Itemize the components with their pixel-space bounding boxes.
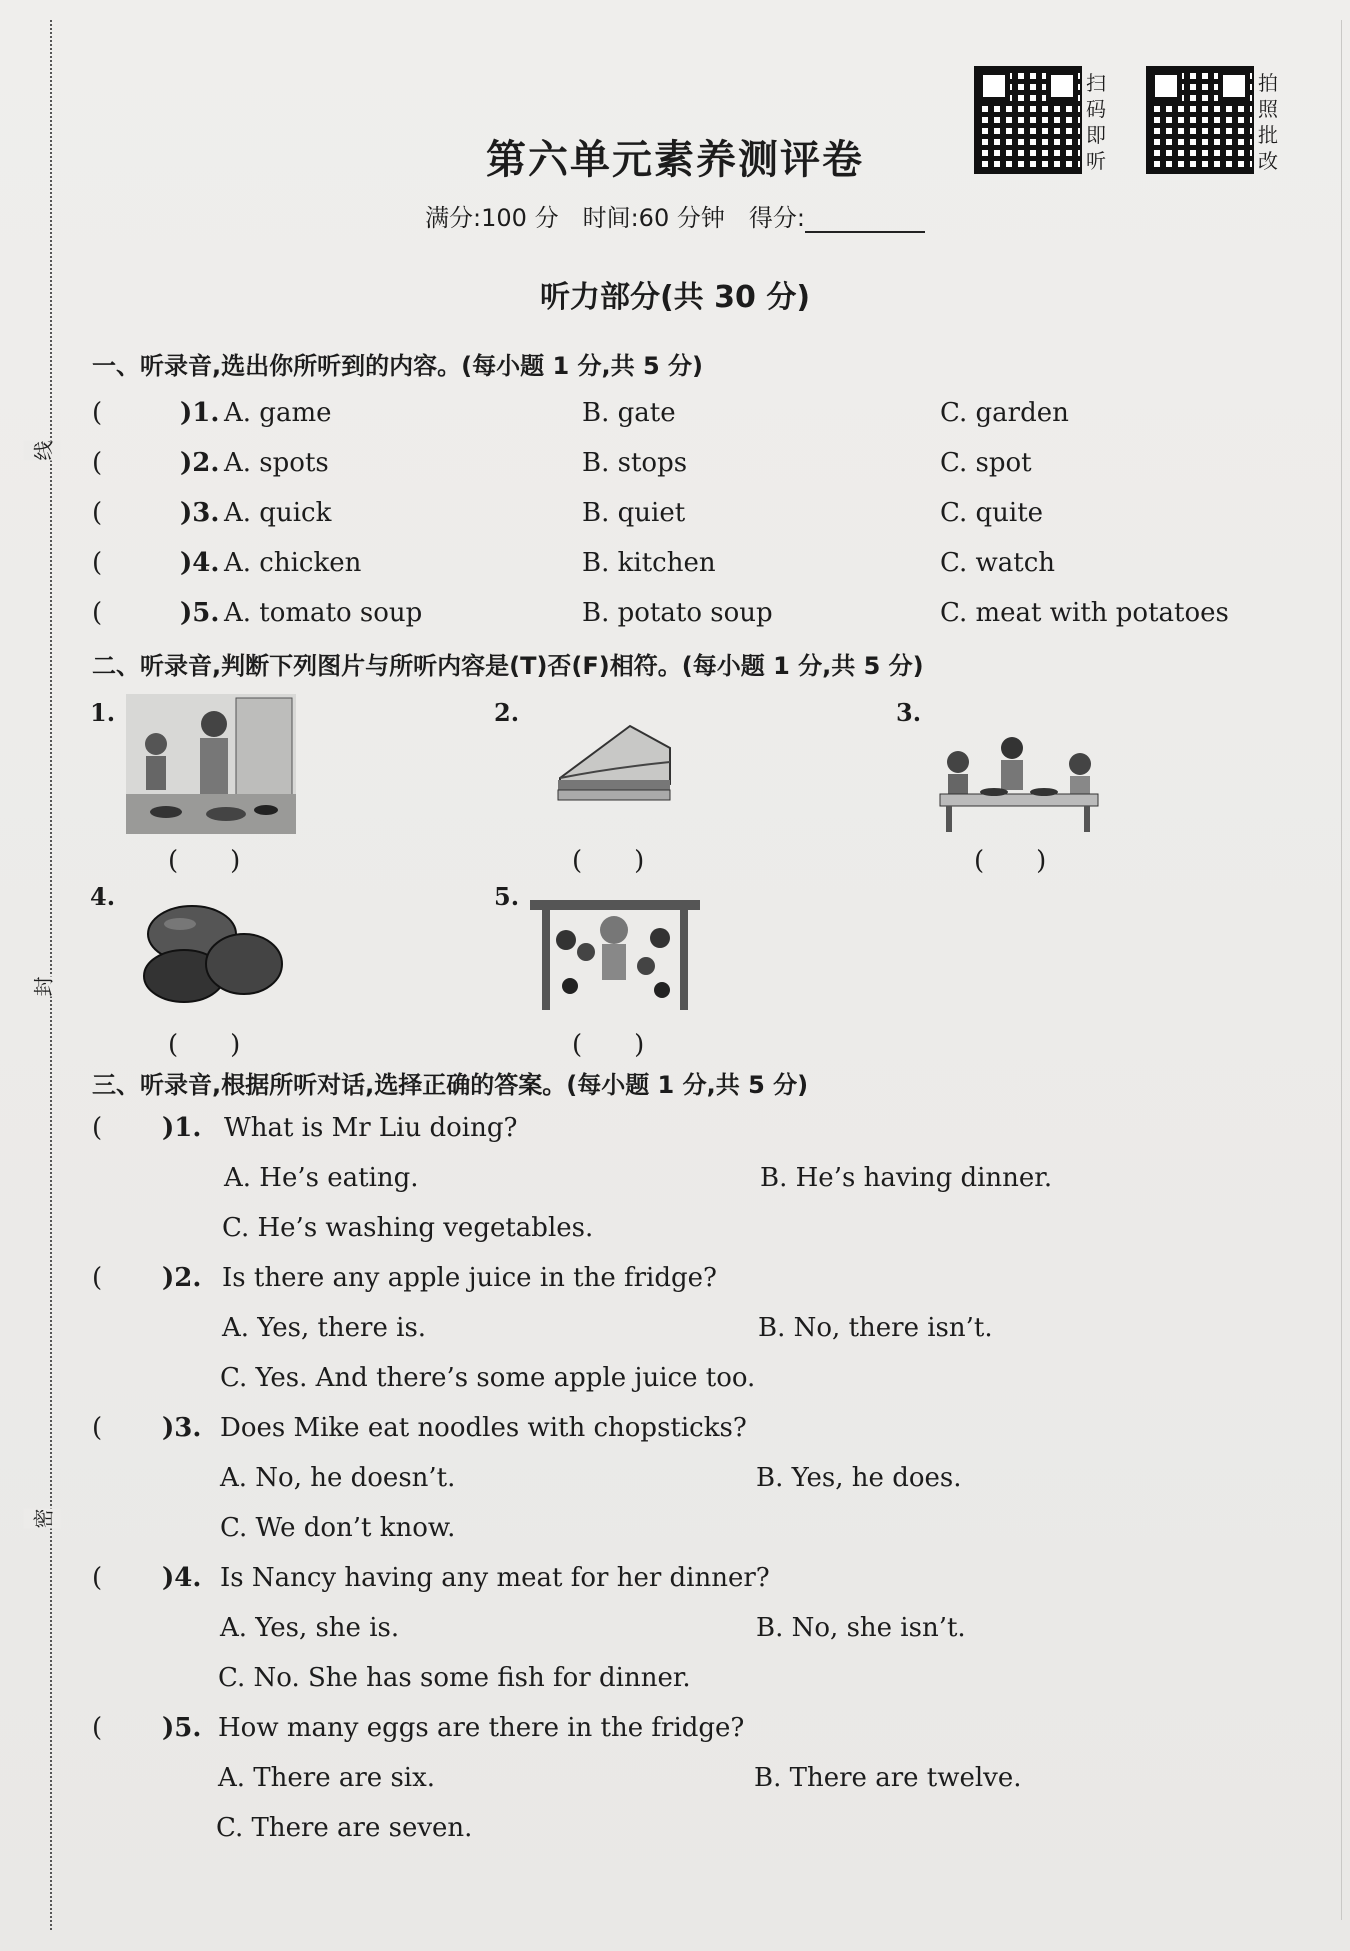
qr-label-char: 即 [1086,123,1106,147]
option-a: A. spots [224,448,329,478]
part3-heading: 三、听录音,根据所听对话,选择正确的答案。(每小题 1 分,共 5 分) [92,1071,809,1099]
answer-paren[interactable]: ( ) [974,846,1047,876]
option-b: B. No, there isn’t. [758,1313,993,1343]
answer-paren[interactable]: ( [92,1413,103,1443]
option-b: B. No, she isn’t. [756,1613,966,1643]
part3-question [92,1260,717,1296]
question-number: )5. [180,598,220,628]
part1-row [92,495,1044,531]
binding-char-xian: 线 [24,441,61,461]
qr-label-char: 改 [1258,149,1278,173]
answer-paren[interactable]: ( [92,1563,103,1593]
qr-label-char: 拍 [1258,71,1278,95]
part1-heading: 一、听录音,选出你所听到的内容。(每小题 1 分,共 5 分) [92,352,703,380]
question-number: )3. [180,498,220,528]
answer-paren[interactable]: ( [92,548,103,578]
option-c: C. He’s washing vegetables. [222,1213,594,1243]
part3-question [92,1560,770,1596]
question-number: )2. [180,448,220,478]
answer-paren[interactable]: ( [92,1713,103,1743]
question-text: Is Nancy having any meat for her dinner? [220,1563,770,1593]
part1-row [92,395,1069,431]
picture-number: 3. [896,698,922,727]
page-title: 第六单元素养测评卷 [486,136,864,183]
option-b: B. kitchen [582,548,716,578]
part3-question [92,1110,518,1146]
answer-paren[interactable]: ( ) [168,1030,241,1060]
option-b: B. potato soup [582,598,773,628]
answer-paren[interactable]: ( [92,448,103,478]
qr-label-char: 码 [1086,97,1106,121]
part1-row [92,445,1032,481]
question-number: )1. [162,1113,202,1143]
family-dinner-picture [934,734,1104,834]
grape-trellis-picture [530,890,700,1010]
question-number: )5. [162,1713,202,1743]
answer-paren[interactable]: ( [92,1263,103,1293]
picture-number: 4. [90,882,116,911]
option-a: A. quick [224,498,332,528]
answer-paren[interactable]: ( [92,1113,103,1143]
option-c: C. spot [940,448,1032,478]
option-a: A. Yes, she is. [220,1613,400,1643]
section-title: 听力部分(共 30 分) [539,280,811,315]
kitchen-scene-picture [126,694,296,834]
part2-heading: 二、听录音,判断下列图片与所听内容是(T)否(F)相符。(每小题 1 分,共 5 分) [92,652,924,680]
option-c: C. garden [940,398,1069,428]
answer-paren[interactable]: ( ) [168,846,241,876]
score-meta [0,198,1350,233]
picture-number: 2. [494,698,520,727]
option-c: C. There are seven. [216,1813,473,1843]
qr-label-char: 照 [1258,97,1278,121]
binding-char-mi: 密 [24,1509,61,1529]
option-a: A. chicken [224,548,362,578]
option-a: A. game [224,398,332,428]
option-b: B. Yes, he does. [756,1463,962,1493]
qr-label-char: 批 [1258,123,1278,147]
part3-question [92,1410,747,1446]
sandwich-picture [550,718,680,818]
answer-paren[interactable]: ( [92,498,103,528]
question-text: How many eggs are there in the fridge? [218,1713,745,1743]
option-a: A. There are six. [218,1763,436,1793]
option-c: C. No. She has some fish for dinner. [218,1663,691,1693]
binding-char-feng: 封 [24,977,61,997]
score-meta-text: 满分:100 分 时间:60 分钟 得分: [425,204,805,232]
score-blank[interactable] [805,207,925,233]
picture-number: 5. [494,882,520,911]
answer-paren[interactable]: ( [92,598,103,628]
question-number: )3. [162,1413,202,1443]
potatoes-picture [136,900,286,1004]
option-a: A. tomato soup [224,598,423,628]
question-text: Does Mike eat noodles with chopsticks? [220,1413,747,1443]
option-a: A. Yes, there is. [222,1313,427,1343]
question-text: Is there any apple juice in the fridge? [222,1263,717,1293]
qr-label-char: 扫 [1086,71,1106,95]
part1-row [92,545,1056,581]
option-b: B. stops [582,448,688,478]
option-b: B. He’s having dinner. [760,1163,1053,1193]
question-number: )2. [162,1263,202,1293]
option-c: C. meat with potatoes [940,598,1229,628]
answer-paren[interactable]: ( ) [572,846,645,876]
option-a: A. No, he doesn’t. [220,1463,456,1493]
option-c: C. We don’t know. [220,1513,456,1543]
picture-number: 1. [90,698,116,727]
option-c: C. watch [940,548,1056,578]
qr-label-char: 听 [1086,149,1106,173]
question-number: )4. [162,1563,202,1593]
answer-paren[interactable]: ( [92,398,103,428]
option-b: B. There are twelve. [754,1763,1022,1793]
option-a: A. He’s eating. [224,1163,419,1193]
question-text: What is Mr Liu doing? [224,1113,518,1143]
option-b: B. quiet [582,498,686,528]
option-b: B. gate [582,398,676,428]
question-number: )1. [180,398,220,428]
option-c: C. quite [940,498,1044,528]
part3-question [92,1710,745,1746]
part1-row [92,595,1229,631]
answer-paren[interactable]: ( ) [572,1030,645,1060]
question-number: )4. [180,548,220,578]
option-c: C. Yes. And there’s some apple juice too. [220,1363,756,1393]
